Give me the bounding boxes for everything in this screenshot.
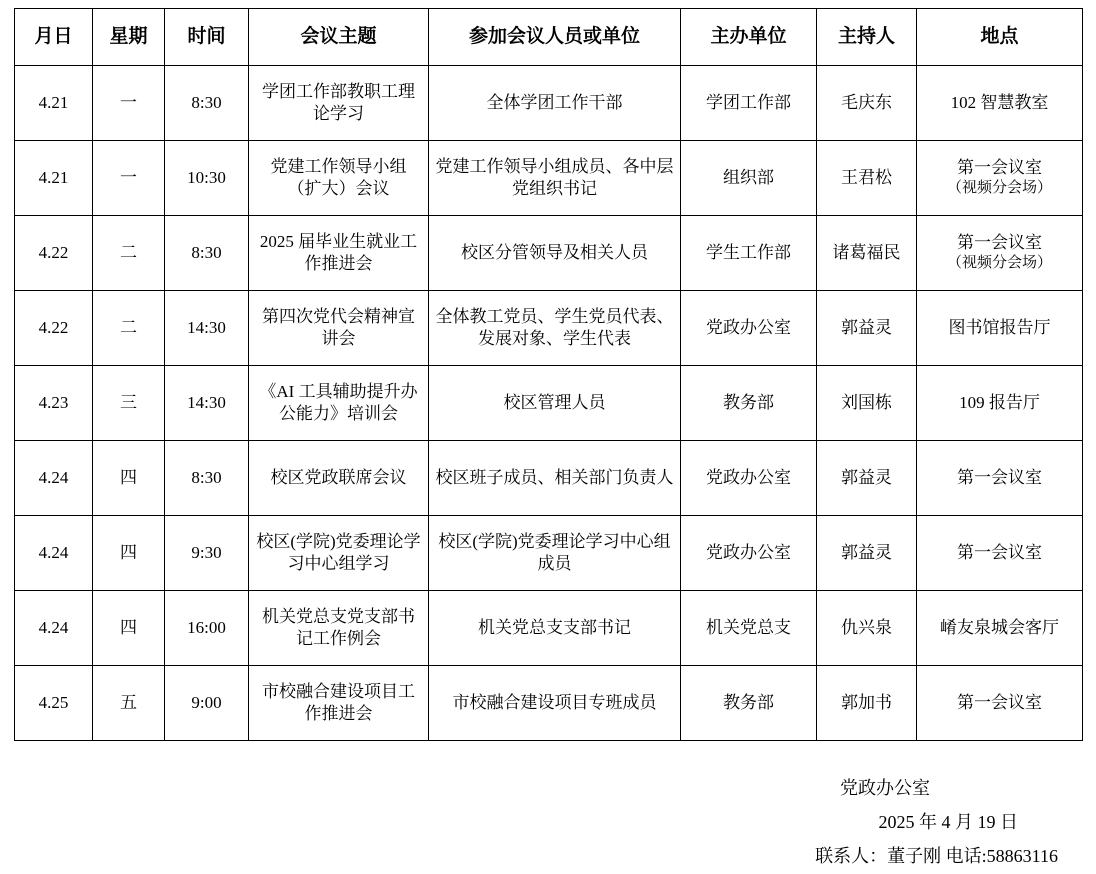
table-row (15, 216, 1083, 291)
location-main: 第一会议室 (957, 232, 1042, 252)
cell-weekday: 一 (93, 66, 165, 141)
column-header-host: 主持人 (817, 9, 917, 66)
cell-location (917, 516, 1083, 591)
cell-participants: 党建工作领导小组成员、各中层党组织书记 (429, 141, 681, 216)
cell-time: 8:30 (165, 216, 249, 291)
cell-topic: 市校融合建设项目工作推进会 (249, 666, 429, 741)
table-row (15, 591, 1083, 666)
cell-topic: 学团工作部教职工理论学习 (249, 66, 429, 141)
cell-host: 郭益灵 (817, 441, 917, 516)
cell-time: 8:30 (165, 441, 249, 516)
cell-location (917, 141, 1083, 216)
cell-location (917, 441, 1083, 516)
table-row (15, 666, 1083, 741)
table-row (15, 516, 1083, 591)
footer-department: 党政办公室 (840, 778, 930, 798)
column-header-participants: 参加会议人员或单位 (429, 9, 681, 66)
document-footer (14, 771, 1082, 874)
cell-time: 10:30 (165, 141, 249, 216)
table-row (15, 141, 1083, 216)
cell-date: 4.21 (15, 141, 93, 216)
location-main: 崤友泉城会客厅 (940, 617, 1059, 637)
cell-weekday: 四 (93, 516, 165, 591)
cell-weekday: 四 (93, 441, 165, 516)
cell-participants: 全体学团工作干部 (429, 66, 681, 141)
cell-topic: 校区(学院)党委理论学习中心组学习 (249, 516, 429, 591)
cell-topic: 党建工作领导小组（扩大）会议 (249, 141, 429, 216)
cell-topic: 机关党总支党支部书记工作例会 (249, 591, 429, 666)
cell-time: 16:00 (165, 591, 249, 666)
cell-location (917, 291, 1083, 366)
cell-organizer: 组织部 (681, 141, 817, 216)
cell-topic: 第四次党代会精神宣讲会 (249, 291, 429, 366)
column-header-time: 时间 (165, 9, 249, 66)
location-main: 109 报告厅 (959, 392, 1040, 412)
cell-host: 毛庆东 (817, 66, 917, 141)
cell-weekday: 四 (93, 591, 165, 666)
table-row (15, 291, 1083, 366)
location-main: 图书馆报告厅 (948, 317, 1051, 337)
cell-topic: 校区党政联席会议 (249, 441, 429, 516)
cell-organizer: 机关党总支 (681, 591, 817, 666)
cell-participants: 校区(学院)党委理论学习中心组成员 (429, 516, 681, 591)
footer-contact: 联系人：董子刚 电话:58863116 (815, 846, 1058, 867)
table-header-row (15, 9, 1083, 66)
cell-date: 4.24 (15, 516, 93, 591)
cell-date: 4.24 (15, 441, 93, 516)
cell-host: 郭益灵 (817, 291, 917, 366)
cell-host: 仇兴泉 (817, 591, 917, 666)
cell-location (917, 666, 1083, 741)
footer-date: 2025 年 4 月 19 日 (878, 812, 1018, 833)
cell-host: 王君松 (817, 141, 917, 216)
cell-weekday: 一 (93, 141, 165, 216)
cell-date: 4.22 (15, 216, 93, 291)
cell-date: 4.21 (15, 66, 93, 141)
cell-organizer: 教务部 (681, 366, 817, 441)
column-header-date: 月日 (15, 9, 93, 66)
cell-topic: 《AI 工具辅助提升办公能力》培训会 (249, 366, 429, 441)
table-row (15, 366, 1083, 441)
cell-date: 4.22 (15, 291, 93, 366)
location-note: （视频分会场） (946, 180, 1052, 197)
cell-host: 刘国栋 (817, 366, 917, 441)
cell-organizer: 党政办公室 (681, 516, 817, 591)
cell-participants: 全体教工党员、学生党员代表、发展对象、学生代表 (429, 291, 681, 366)
location-main: 102 智慧教室 (950, 92, 1049, 112)
cell-date: 4.25 (15, 666, 93, 741)
cell-organizer: 学生工作部 (681, 216, 817, 291)
cell-participants: 校区管理人员 (429, 366, 681, 441)
cell-participants: 市校融合建设项目专班成员 (429, 666, 681, 741)
table-header (15, 9, 1083, 66)
cell-participants: 机关党总支支部书记 (429, 591, 681, 666)
cell-location (917, 591, 1083, 666)
cell-weekday: 二 (93, 216, 165, 291)
cell-organizer: 党政办公室 (681, 291, 817, 366)
column-header-topic: 会议主题 (249, 9, 429, 66)
cell-weekday: 二 (93, 291, 165, 366)
cell-time: 14:30 (165, 291, 249, 366)
cell-participants: 校区班子成员、相关部门负责人 (429, 441, 681, 516)
cell-weekday: 五 (93, 666, 165, 741)
cell-organizer: 学团工作部 (681, 66, 817, 141)
cell-participants: 校区分管领导及相关人员 (429, 216, 681, 291)
cell-host: 郭加书 (817, 666, 917, 741)
cell-date: 4.23 (15, 366, 93, 441)
column-header-weekday: 星期 (93, 9, 165, 66)
cell-date: 4.24 (15, 591, 93, 666)
cell-location (917, 216, 1083, 291)
table-row (15, 441, 1083, 516)
cell-location (917, 66, 1083, 141)
cell-topic: 2025 届毕业生就业工作推进会 (249, 216, 429, 291)
location-main: 第一会议室 (957, 157, 1042, 177)
column-header-location: 地点 (917, 9, 1083, 66)
cell-time: 9:30 (165, 516, 249, 591)
location-main: 第一会议室 (957, 467, 1042, 487)
location-main: 第一会议室 (957, 542, 1042, 562)
location-main: 第一会议室 (957, 692, 1042, 712)
cell-time: 8:30 (165, 66, 249, 141)
cell-time: 9:00 (165, 666, 249, 741)
column-header-organizer: 主办单位 (681, 9, 817, 66)
cell-organizer: 教务部 (681, 666, 817, 741)
cell-location (917, 366, 1083, 441)
cell-host: 诸葛福民 (817, 216, 917, 291)
meeting-schedule-table (14, 8, 1083, 741)
table-row (15, 66, 1083, 141)
cell-host: 郭益灵 (817, 516, 917, 591)
location-note: （视频分会场） (946, 255, 1052, 272)
table-body (15, 66, 1083, 741)
cell-time: 14:30 (165, 366, 249, 441)
cell-organizer: 党政办公室 (681, 441, 817, 516)
cell-weekday: 三 (93, 366, 165, 441)
